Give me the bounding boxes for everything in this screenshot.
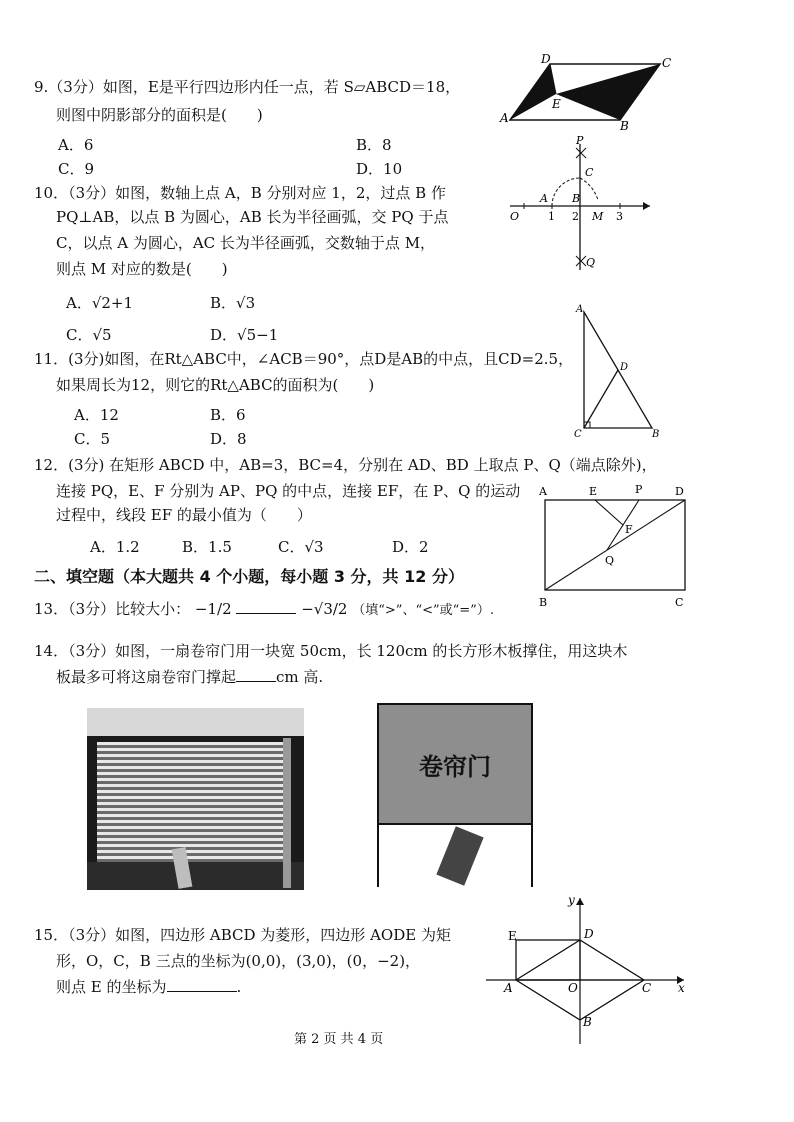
q13-suffix: （填“>”、“<”或“=”）. [352,603,494,618]
q10-line1: 10．（3分）如图，数轴上点 A，B 分别对应 1，2，过点 B 作 [34,184,446,202]
q12-label-p: P [635,483,643,496]
q12-label-b: B [539,596,548,609]
q13-blank[interactable] [236,599,296,614]
q15-blank[interactable] [167,977,237,992]
q11-line1: 11．(3分)如图，在Rt△ABC中，∠ACB＝90°，点D是AB的中点，且CD=2.5， [34,350,574,368]
q9-option-a: A．6 [58,136,94,154]
q13-expr2: −√3/2 [301,600,348,618]
q10-line3: C，以点 A 为圆心，AC 长为半径画弧，交数轴于点 M， [56,234,436,252]
q11-label-a: A [576,304,584,315]
q14-door-diagram [377,703,533,887]
q9-label-a: A [500,111,509,125]
q11-label-d: D [620,362,629,373]
q9-stem-line2: 则图中阴影部分的面积是( ) [56,106,263,124]
q15-label-e: E [508,929,517,943]
door-diagram-shutter [379,705,531,823]
q10-line4: 则点 M 对应的数是( ) [56,260,228,278]
q12-option-b: B．1.5 [182,538,232,556]
q10-option-c: C．√5 [66,326,112,344]
q9-option-c: C．9 [58,160,95,178]
q15-label-o: O [568,981,578,995]
section-2-heading: 二、填空题（本大题共 4 个小题，每小题 3 分，共 12 分） [34,567,464,586]
q15-line1: 15．（3分）如图，四边形 ABCD 为菱形，四边形 AODE 为矩 [34,926,451,944]
q11-option-c: C．5 [74,430,111,448]
q15-label-a: A [504,981,513,995]
q10-option-d: D．√5−1 [210,326,279,344]
q9-label-d: D [541,52,551,66]
q10-label-a: A [540,192,548,205]
q10-label-c: C [585,166,594,179]
q10-label-q: Q [586,256,596,269]
q12-label-q: Q [605,554,615,567]
photo-header-beam [87,708,304,736]
q11-option-b: B．6 [210,406,246,424]
q9-stem-line1: 9.（3分）如图，E是平行四边形内任一点，若 S▱ABCD＝18， [34,78,461,96]
q13-prefix: 13．（3分）比较大小： [34,600,191,618]
photo-rolling-shutter [97,742,287,862]
q11-option-d: D．8 [210,430,247,448]
q15-label-x: x [678,981,685,995]
q15-line3: 则点 E 的坐标为 . [56,978,242,996]
q11-triangle-figure [570,300,670,440]
q10-label-1: 1 [548,210,555,223]
q12-option-a: A．1.2 [90,538,140,556]
q12-label-d: D [675,485,684,498]
q12-line2: 连接 PQ，E、F 分别为 AP、PQ 的中点，连接 EF，在 P、Q 的运动 [56,482,521,500]
q9-label-b: B [620,119,629,132]
q12-label-c: C [675,596,684,609]
q14-line2-unit: cm 高. [276,668,324,686]
q10-label-3: 3 [616,210,623,223]
q10-number-line-figure [500,134,660,284]
q10-label-o: O [510,210,520,223]
q11-option-a: A．12 [74,406,119,424]
photo-floor [87,862,304,890]
q15-line2: 形，O，C，B 三点的坐标为(0,0)，(3,0)，(0，−2)， [56,952,421,970]
q12-label-a: A [539,485,547,498]
q10-option-a: A．√2+1 [66,294,134,312]
photo-side-post [283,738,291,888]
q12-rectangle-figure [535,480,693,612]
q12-label-e: E [589,485,598,498]
q13-row [34,598,494,619]
q14-line2-text: 板最多可将这扇卷帘门撑起 [56,668,237,686]
q10-line2: PQ⊥AB，以点 B 为圆心，AB 长为半径画弧，交 PQ 于点 [56,208,449,226]
q10-label-2: 2 [572,210,579,223]
q10-label-b: B [572,192,581,205]
q14-rolling-door-photo [87,708,304,890]
q15-label-b: B [583,1015,592,1029]
q11-label-c: C [574,429,582,440]
q14-line2 [56,666,323,688]
q11-line2: 如果周长为12，则它的Rt△ABC的面积为( ) [56,376,375,394]
q9-parallelogram-figure [498,50,678,132]
q15-label-y: y [568,893,575,907]
q12-line3: 过程中，线段 EF 的最小值为（ ） [56,506,312,524]
q12-option-d: D．2 [392,538,429,556]
door-diagram-label: 卷帘门 [419,753,491,781]
q15-label-d: D [584,927,594,941]
q10-label-p: P [576,134,584,147]
q10-label-m: M [592,210,604,223]
q14-blank[interactable] [236,667,276,682]
q10-option-b: B．√3 [210,294,256,312]
q9-label-e: E [552,97,561,111]
q11-label-b: B [652,429,660,440]
q15-coordinate-figure [480,892,690,1052]
q12-line1: 12．(3分) 在矩形 ABCD 中，AB=3，BC=4，分别在 AD、BD 上取点 P、Q（端点除外)， [34,456,657,474]
q15-label-c: C [642,981,652,995]
q15-line3-text: 则点 E 的坐标为 [56,978,167,996]
q12-option-c: C．√3 [278,538,324,556]
page-footer: 第 2 页 共 4 页 [294,1032,384,1047]
q12-label-f: F [625,523,633,536]
q9-label-c: C [662,56,672,70]
q13-expr1: −1/2 [194,600,232,618]
q9-option-b: B．8 [356,136,392,154]
q9-option-d: D．10 [356,160,403,178]
q14-line1: 14．（3分）如图，一扇卷帘门用一块宽 50cm，长 120cm 的长方形木板撑住，用这块木 [34,642,628,660]
